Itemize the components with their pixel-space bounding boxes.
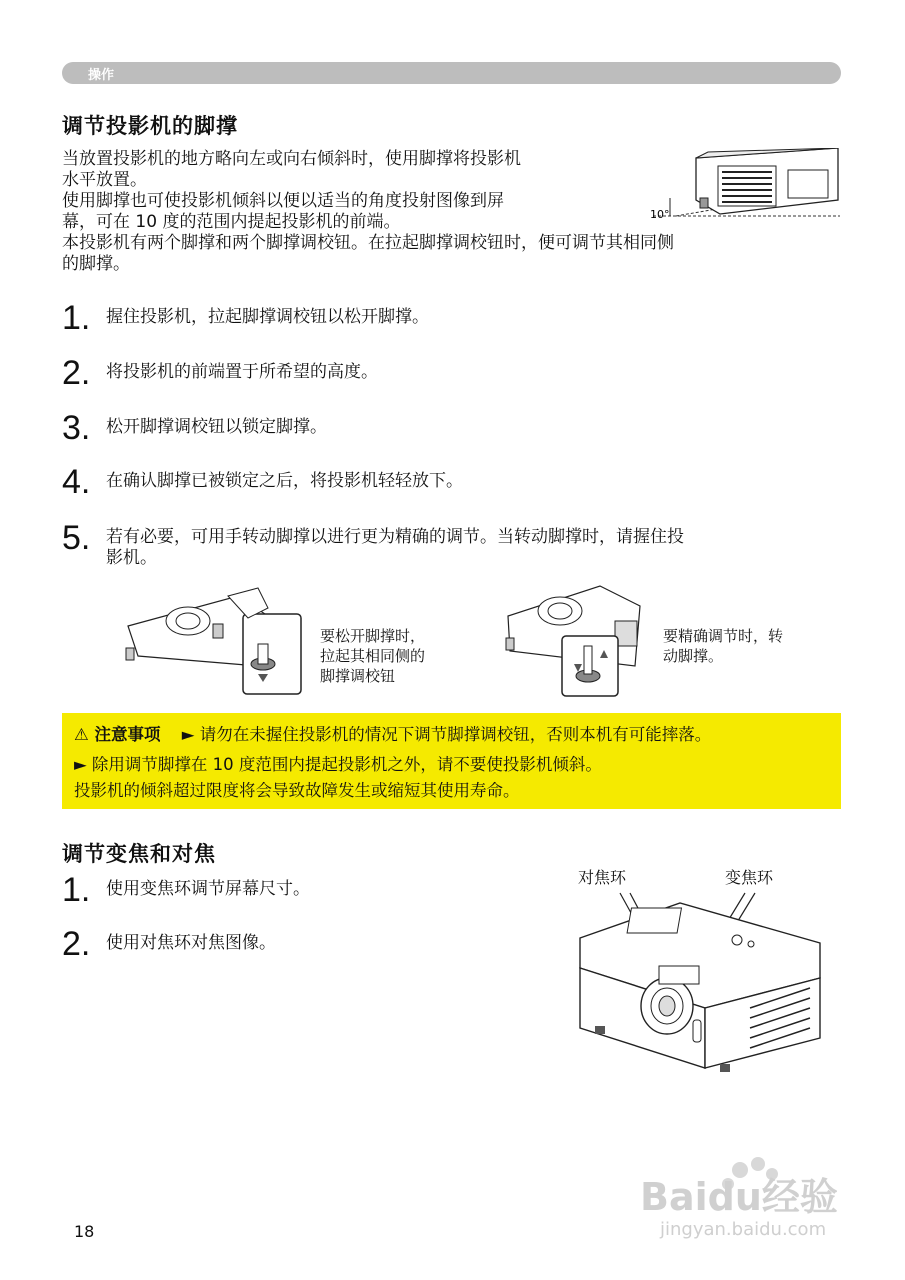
para2-line1: 使用脚撑也可使投影机倾斜以便以适当的角度投射图像到屏 bbox=[62, 191, 504, 211]
angle-label: 10° bbox=[650, 208, 670, 221]
focus-ring-label: 对焦环 bbox=[578, 868, 627, 887]
step-text bbox=[106, 527, 836, 569]
step-number: 1. bbox=[62, 871, 91, 909]
caption-line: 拉起其相同侧的 bbox=[320, 647, 426, 665]
projector-tilt-illustration bbox=[648, 148, 843, 223]
caption-line: 要精确调节时，转 bbox=[663, 627, 784, 645]
caution-text-1: ► 请勿在未握住投影机的情况下调节脚撑调校钮，否则本机有可能摔落。 bbox=[181, 725, 712, 744]
caution-title: ⚠ 注意事项 bbox=[74, 725, 161, 744]
page-number: 18 bbox=[74, 1222, 95, 1241]
foot-release-illustration bbox=[118, 586, 313, 698]
step-text: 将投影机的前端置于所希望的高度。 bbox=[106, 362, 378, 382]
para3-line1: 本投影机有两个脚撑和两个脚撑调校钮。在拉起脚撑调校钮时，便可调节其相同侧 bbox=[62, 233, 674, 253]
step-number: 4. bbox=[62, 463, 91, 501]
step-number: 2. bbox=[62, 925, 91, 963]
step-number: 5. bbox=[62, 519, 91, 557]
caution-text-2: ► 除用调节脚撑在 10 度范围内提起投影机之外，请不要使投影机倾斜。 bbox=[74, 755, 602, 774]
baidu-watermark-logo bbox=[620, 1150, 860, 1250]
step-number: 2. bbox=[62, 354, 91, 392]
projector-lens-illustration bbox=[575, 888, 830, 1080]
caption-line: 要松开脚撑时， bbox=[320, 627, 426, 645]
para3-line2: 的脚撑。 bbox=[62, 254, 130, 274]
step-number: 1. bbox=[62, 299, 91, 337]
caption-release bbox=[320, 626, 425, 686]
step-text: 松开脚撑调校钮以锁定脚撑。 bbox=[106, 417, 327, 437]
caption-line: 脚撑调校钮 bbox=[320, 667, 396, 685]
foot-adjust-illustration bbox=[500, 576, 660, 698]
para2-line2: 幕，可在 10 度的范围内提起投影机的前端。 bbox=[62, 212, 401, 232]
step-number: 3. bbox=[62, 409, 91, 447]
section-header-label: 操作 bbox=[88, 68, 115, 83]
watermark-brand: Baidu经验 bbox=[640, 1175, 838, 1219]
para1-line1: 当放置投影机的地方略向左或向右倾斜时，使用脚撑将投影机 bbox=[62, 149, 521, 169]
para1-line2: 水平放置。 bbox=[62, 170, 147, 190]
step-text-line2: 影机。 bbox=[106, 548, 157, 568]
step-text: 握住投影机，拉起脚撑调校钮以松开脚撑。 bbox=[106, 307, 429, 327]
section2-title: 调节变焦和对焦 bbox=[62, 842, 216, 866]
section1-title: 调节投影机的脚撑 bbox=[62, 114, 238, 138]
caution-line1 bbox=[74, 721, 711, 745]
step-text: 在确认脚撑已被锁定之后，将投影机轻轻放下。 bbox=[106, 471, 463, 491]
zoom-ring-label: 变焦环 bbox=[725, 868, 774, 887]
caption-adjust bbox=[663, 626, 783, 666]
caution-box bbox=[62, 713, 841, 809]
caution-text-3: 投影机的倾斜超过限度将会导致故障发生或缩短其使用寿命。 bbox=[74, 781, 520, 800]
watermark-url: jingyan.baidu.com bbox=[660, 1219, 827, 1240]
caption-line: 动脚撑。 bbox=[663, 647, 724, 665]
step-text: 使用变焦环调节屏幕尺寸。 bbox=[106, 879, 310, 899]
section-header-bar bbox=[62, 62, 841, 84]
step-text-line1: 若有必要，可用手转动脚撑以进行更为精确的调节。当转动脚撑时，请握住投 bbox=[106, 527, 684, 547]
step-text: 使用对焦环对焦图像。 bbox=[106, 933, 276, 953]
